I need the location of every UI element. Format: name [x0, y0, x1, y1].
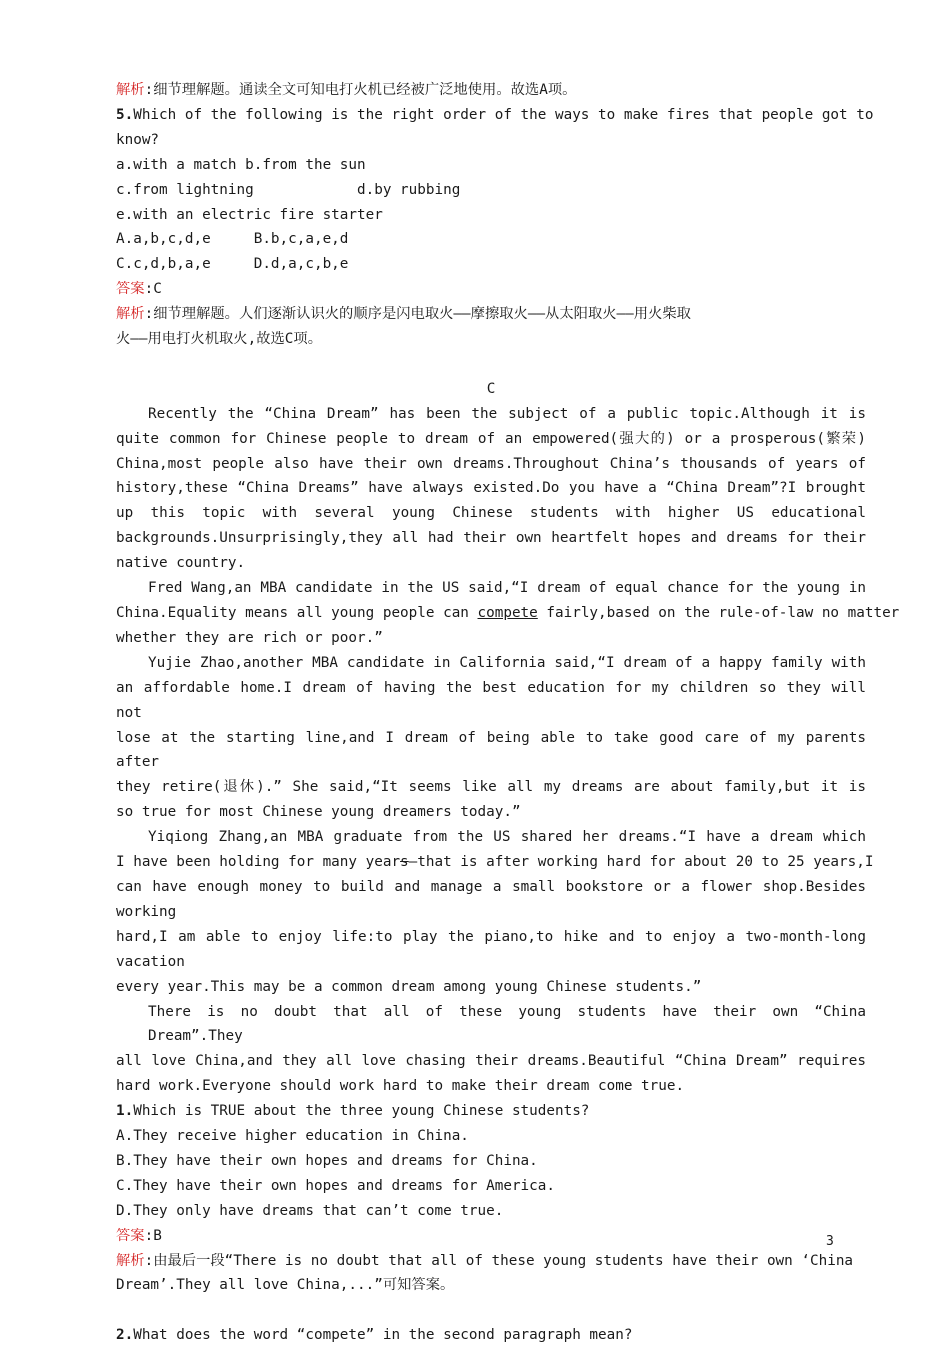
passage-line: all love China,and they all love chasing their dreams.Beautiful “China Dream” requires	[116, 1053, 866, 1070]
passage-line: Fred Wang,an MBA candidate in the US said,“I dream of equal chance for the young in	[148, 580, 866, 597]
q5-analysis-cont: 火——用电打火机取火,故选C项。	[116, 331, 322, 348]
passage-line: whether they are rich or poor.”	[116, 629, 383, 646]
q1-stem: 1.Which is TRUE about the three young Chinese students?	[116, 1103, 590, 1120]
passage-line: Recently the “China Dream” has been the subject of a public topic.Although it is	[148, 405, 866, 422]
q1-analysis: 解析:由最后一段“There is no doubt that all of these young students have their own ‘China	[116, 1252, 854, 1269]
q1-option: D.They only have dreams that can’t come true.	[116, 1202, 504, 1219]
q5-item-line: c.from lightning d.by rubbing	[116, 181, 461, 198]
underlined-word-compete: compete	[477, 605, 538, 622]
passage-line: I have been holding for many years—that is after working hard for about 20 to 25 years,I	[116, 854, 874, 871]
q5-answer: 答案:C	[116, 281, 162, 298]
passage-line: quite common for Chinese people to dream of an empowered(强大的) or a prosperous(繁荣)	[116, 430, 866, 447]
passage-line: can have enough money to build and manage a small bookstore or a flower shop.Besides working	[116, 878, 866, 920]
q5-item-line: e.with an electric fire starter	[116, 206, 383, 223]
q5-options: C.c,d,b,a,e D.d,a,c,b,e	[116, 256, 349, 273]
passage-line: they retire(退休).” She said,“It seems like all my dreams are about family,but it is	[116, 779, 866, 796]
passage-line: an affordable home.I dream of having the best education for my children so they will not	[116, 679, 866, 721]
passage-line: lose at the starting line,and I dream of being able to take good care of my parents after	[116, 729, 866, 771]
q1-analysis-cont: Dream’.They all love China,...”可知答案。	[116, 1277, 455, 1294]
passage-line: up this topic with several young Chinese students with higher US educational	[116, 505, 866, 522]
passage-line: There is no doubt that all of these young students have their own “China Dream”.They	[148, 1003, 866, 1045]
section-title: C	[486, 380, 496, 397]
passage-line: Yujie Zhao,another MBA candidate in California said,“I dream of a happy family with	[148, 654, 866, 671]
q1-option: A.They receive higher education in China.	[116, 1128, 469, 1145]
passage-line: China.Equality means all young people can compete fairly,based on the rule-of-law no matter	[116, 605, 900, 622]
q1-option: B.They have their own hopes and dreams for China.	[116, 1152, 538, 1169]
passage-line: hard work.Everyone should work hard to make their dream come true.	[116, 1078, 685, 1095]
passage-line: history,these “China Dreams” have always existed.Do you have a “China Dream”?I brought	[116, 480, 866, 497]
q5-item-line: a.with a match b.from the sun	[116, 156, 366, 173]
q1-option: C.They have their own hopes and dreams for America.	[116, 1177, 555, 1194]
passage-line: native country.	[116, 555, 246, 572]
document-page	[116, 78, 900, 1348]
q4-analysis: 解析:细节理解题。通读全文可知电打火机已经被广泛地使用。故选A项。	[116, 82, 577, 98]
passage-line: Yiqiong Zhang,an MBA graduate from the US shared her dreams.“I have a dream which	[148, 829, 866, 846]
passage-line: hard,I am able to enjoy life:to play the piano,to hike and to enjoy a two-month-long vacation	[116, 928, 866, 970]
q5-stem: 5.Which of the following is the right order of the ways to make fires that people got to	[116, 106, 874, 123]
passage-line: backgrounds.Unsurprisingly,they all had their own heartfelt hopes and dreams for their	[116, 530, 866, 547]
passage-line: so true for most Chinese young dreamers today.”	[116, 804, 521, 821]
passage-line: every year.This may be a common dream among young Chinese students.”	[116, 978, 702, 995]
q5-stem-cont: know?	[116, 131, 160, 148]
q5-options: A.a,b,c,d,e B.b,c,a,e,d	[116, 231, 349, 248]
q5-analysis: 解析:细节理解题。人们逐渐认识火的顺序是闪电取火——摩擦取火——从太阳取火——用火柴取	[116, 306, 691, 323]
q1-answer: 答案:B	[116, 1227, 162, 1244]
q2-stem: 2.What does the word “compete” in the second paragraph mean?	[116, 1327, 633, 1344]
page-number: 3	[826, 1234, 834, 1249]
passage-line: China,most people also have their own dreams.Throughout China’s thousands of years of	[116, 455, 866, 472]
